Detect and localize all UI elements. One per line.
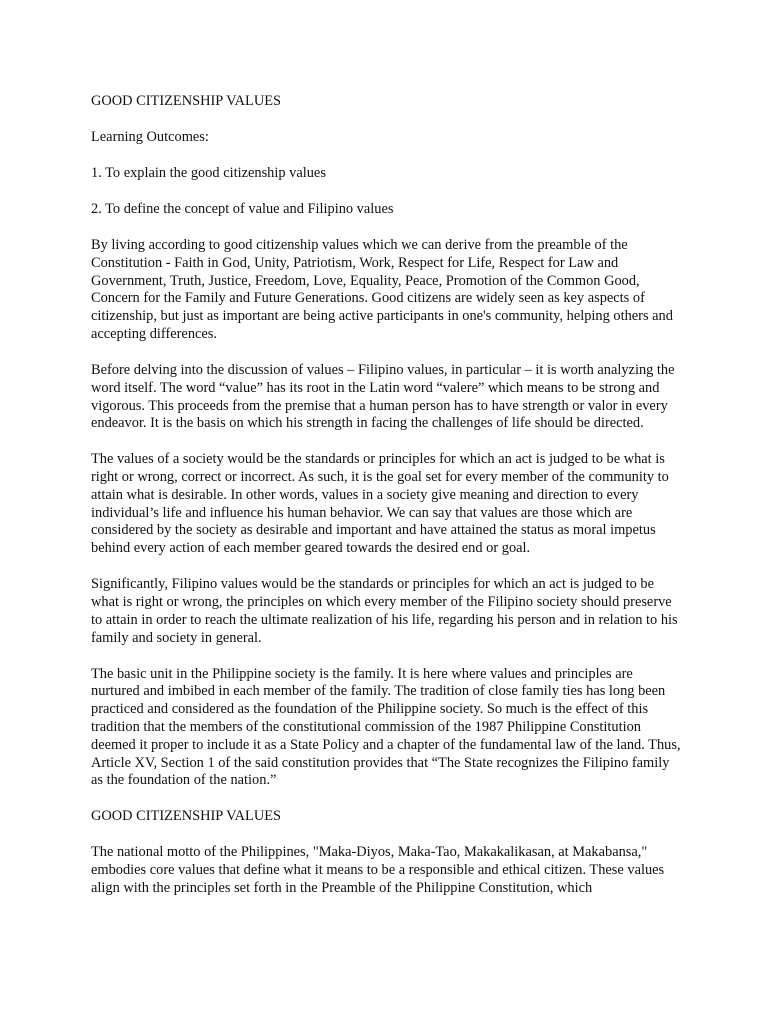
document-title: GOOD CITIZENSHIP VALUES [91, 93, 282, 109]
paragraph-word-value: Before delving into the discussion of values – Filipino values, in particular – it is worth analyzing the word itself. The word “value” has its root in the Latin word “valere” which means to be strong and vigorous. This proceeds from the premise that a human person has to have strength or valor in every endeavor. It is the basis on which his strength in facing the challenges of life should be directed. [91, 361, 675, 432]
learning-outcome-2: 2. To define the concept of value and Filipino values [91, 200, 394, 217]
paragraph-filipino-values: Significantly, Filipino values would be the standards or principles for which an act is judged to be what is right or wrong, the principles on which every member of the Filipino society should preserve to attain in order to reach the ultimate realization of his life, regarding his person and in relation to his family and society in general. [91, 576, 678, 646]
section-heading: GOOD CITIZENSHIP VALUES [91, 808, 282, 825]
document-page [91, 93, 683, 916]
paragraph-citizenship-values: By living according to good citizenship values which we can derive from the preamble of the Constitution - Faith in God, Unity, Patriotism, Work, Respect for Life, Respect for Law and Government, Truth, Justice, Freedom, Love, Equality, Peace, Promotion of the Common Good, Concern for the Family and Future Generations. Good citizens are widely seen as key aspects of citizenship, but just as important are being active participants in one's community, helping others and accepting differences. [91, 236, 673, 342]
learning-outcome-1: 1. To explain the good citizenship values [91, 164, 326, 181]
paragraph-family-unit: The basic unit in the Philippine society is the family. It is here where values and principles are nurtured and imbibed in each member of the family. The tradition of close family ties has long been practiced and considered as the foundation of the Philippine society. So much is the effect of this tradition that the members of the constitutional commission of the 1987 Philippine Constitution deemed it proper to include it as a State Policy and a chapter of the fundamental law of the land. Thus, Article XV, Section 1 of the said constitution provides that “The State recognizes the Filipino family as the foundation of the nation.” [91, 665, 681, 789]
paragraph-society-values: The values of a society would be the standards or principles for which an act is judged to be what is right or wrong, correct or incorrect. As such, it is the goal set for every member of the community to attain what is desirable. In other words, values in a society give meaning and direction to every individual’s life and influence his human behavior. We can say that values are those which are considered by the society as desirable and important and have attained the status as moral impetus behind every action of each member geared towards the desired end or goal. [91, 451, 669, 557]
learning-outcomes-heading: Learning Outcomes: [91, 128, 209, 145]
paragraph-national-motto: The national motto of the Philippines, "Maka-Diyos, Maka-Tao, Makakalikasan, at Makabansa," embodies core values that define what it means to be a responsible and ethical citizen. These values align with the principles set forth in the Preamble of the Philippine Constitution, which [91, 844, 665, 896]
